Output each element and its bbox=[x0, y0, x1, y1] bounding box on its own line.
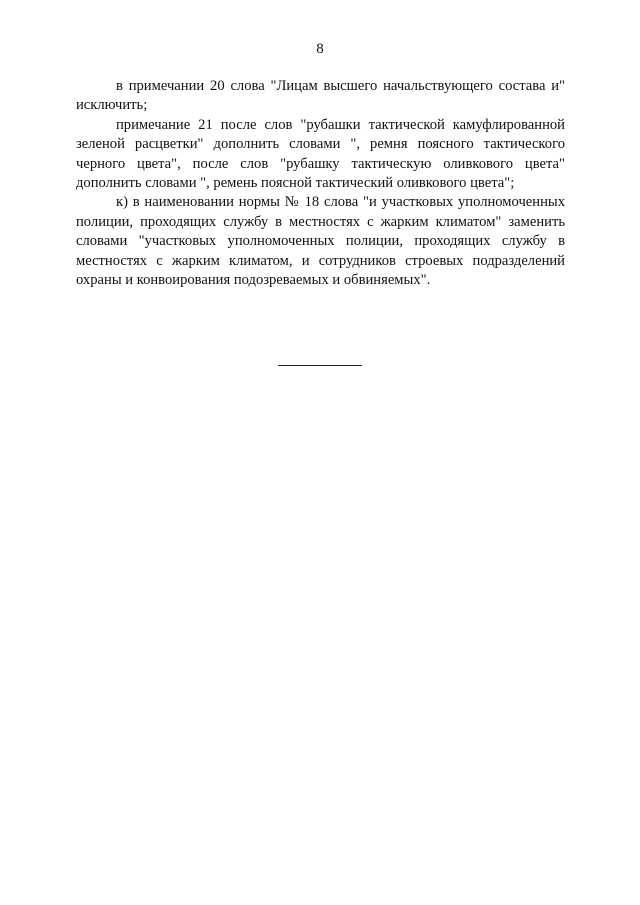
paragraph-note-20: в примечании 20 слова "Лицам высшего начальствующего состава и" исключить; bbox=[76, 78, 565, 114]
document-body bbox=[76, 77, 565, 290]
paragraph-note-21: примечание 21 после слов "рубашки тактической камуфлированной зеленой расцветки" дополнить словами ", ремня поясного тактического черного цвета", после слов "рубашку тактическую оливкового цвета" дополнить словами ", ремень поясной тактический оливкового цвета"; bbox=[76, 116, 565, 192]
end-divider-line bbox=[278, 365, 362, 366]
paragraph-item-k: к) в наименовании нормы № 18 слова "и участковых уполномоченных полиции, проходящих службу в местностях с жарким климатом" заменить словами "участковых уполномоченных полиции, проходящих службу в местностях с жарким климатом, и сотрудников строевых подразделений охраны и конвоирования подозреваемых и обвиняемых". bbox=[76, 194, 565, 289]
page-number: 8 bbox=[316, 41, 324, 57]
